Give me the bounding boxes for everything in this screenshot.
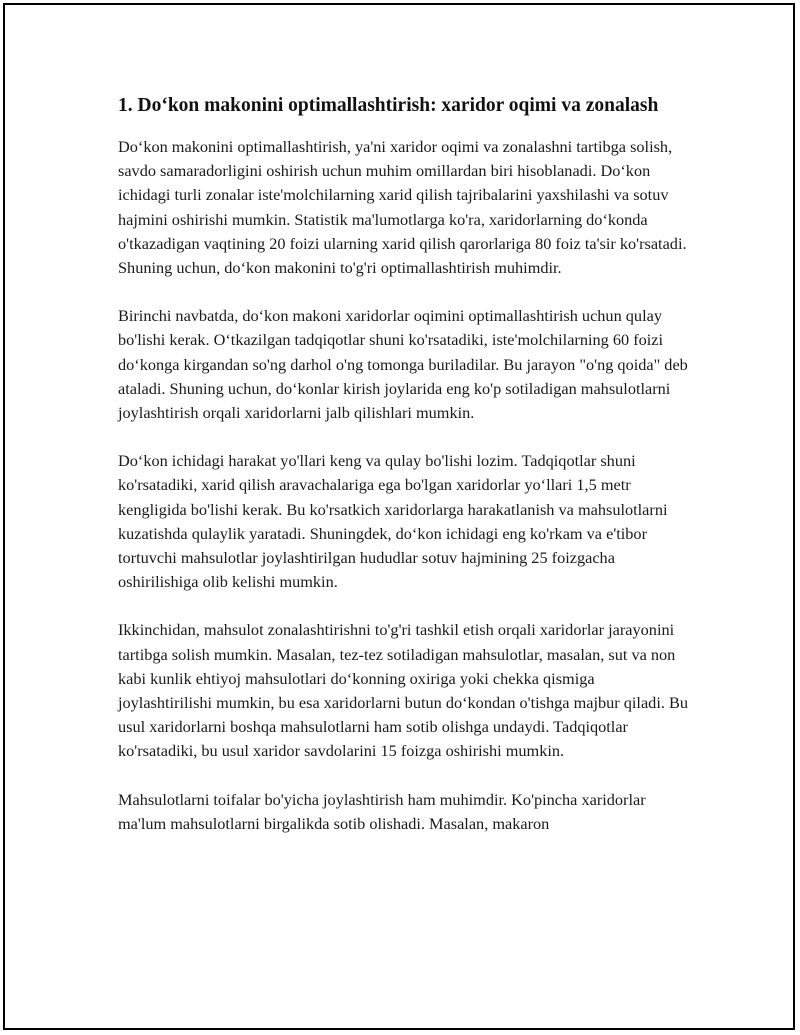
paragraph-4: Ikkinchidan, mahsulot zonalashtirishni to'g'ri tashkil etish orqali xaridorlar jarayonini tartibga solish mumkin. Masalan, tez-tez sotiladigan mahsulotlar, masalan, sut va non kabi kunlik ehtiyoj mahsulotlari do‘konning oxiriga yoki chekka qismiga joylashtirilishi mumkin, bu esa xaridorlarni butun do‘kondan o'tishga majbur qiladi. Bu usul xaridorlarni boshqa mahsulotlarni ham sotib olishga undaydi. Tadqiqotlar ko'rsatadiki, bu usul xaridor savdolarini 15 foizga oshirishi mumkin. (118, 620, 688, 761)
paragraph-2: Birinchi navbatda, do‘kon makoni xaridorlar oqimini optimallashtirish uchun qulay bo'lishi kerak. O‘tkazilgan tadqiqotlar shuni ko'rsatadiki, iste'molchilarning 60 foizi do‘konga kirgandan so'ng darhol o'ng tomonga buriladilar. Bu jarayon "o'ng qoida" deb ataladi. Shuning uchun, do‘konlar kirish joylarida eng ko'p sotiladigan mahsulotlarni joylashtirish orqali xaridorlarni jalb qilishlari mumkin. (118, 306, 688, 423)
section-heading: 1. Do‘kon makonini optimallashtirish: xaridor oqimi va zonalash (118, 95, 659, 116)
paragraph-3: Do‘kon ichidagi harakat yo'llari keng va qulay bo'lishi lozim. Tadqiqotlar shuni ko'rsatadiki, xarid qilish aravachalariga ega bo'lgan xaridorlar yo‘llari 1,5 metr kengligida bo'lishi kerak. Bu ko'rsatkich xaridorlarga harakatlanish va mahsulotlarni kuzatishda qulaylik yaratadi. Shuningdek, do‘kon ichidagi eng ko'rkam va e'tibor tortuvchi mahsulotlar joylashtirilgan hududlar sotuv hajmining 25 foizgacha oshirilishiga olib kelishi mumkin. (118, 451, 668, 592)
paragraph-5: Mahsulotlarni toifalar bo'yicha joylashtirish ham muhimdir. Ko'pincha xaridorlar ma'lum mahsulotlarni birgalikda sotib olishadi. Masalan, makaron (118, 789, 646, 833)
paragraph-1: Do‘kon makonini optimallashtirish, ya'ni xaridor oqimi va zonalashni tartibga solish, savdo samaradorligini oshirish uchun muhim omillardan biri hisoblanadi. Do‘kon ichidagi turli zonalar iste'molchilarning xarid qilish tajribalarini yaxshilashi va sotuv hajmini oshirishi mumkin. Statistik ma'lumotlarga ko'ra, xaridorlarning do‘konda o'tkazadigan vaqtining 20 foizi ularning xarid qilish qarorlariga 80 foiz ta'sir ko'rsatadi. Shuning uchun, do‘kon makonini to'g'ri optimallashtirish muhimdir. (118, 137, 687, 278)
document-body (118, 92, 690, 860)
